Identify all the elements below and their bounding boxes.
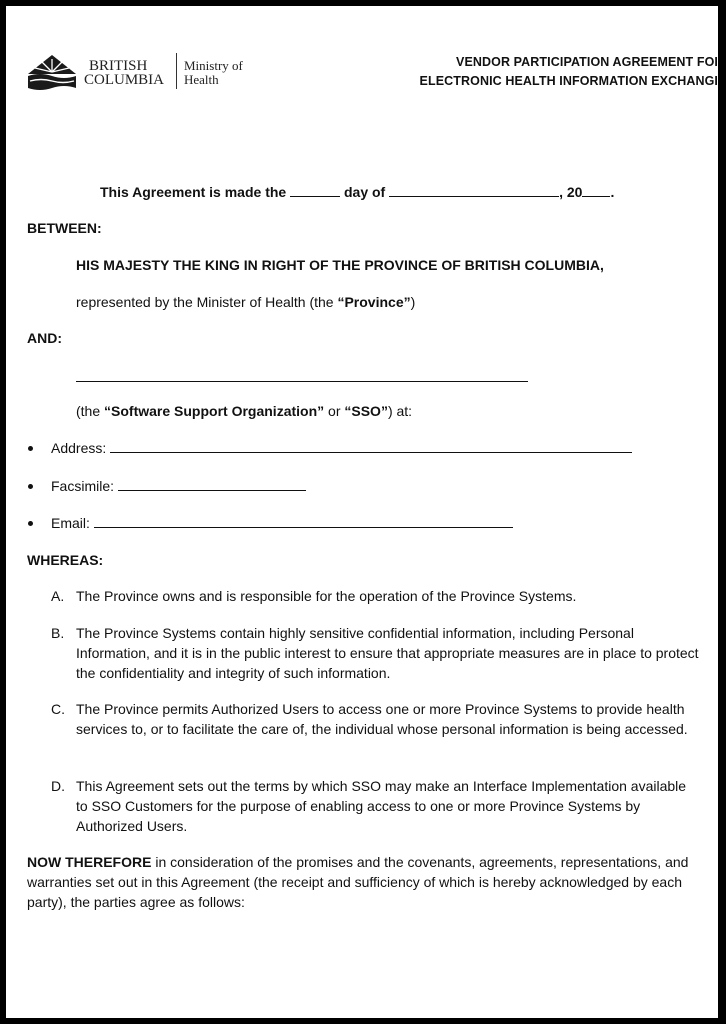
recital-text: The Province owns and is responsible for the operation of the Province Systems. bbox=[76, 588, 577, 604]
agreement-period: . bbox=[610, 184, 615, 200]
recital-text: The Province Systems contain highly sensitive confidential information, including Personal Information, and it is in the public interest to ensure that appropriate measures are in place to protect the confidentiality and integrity of such information. bbox=[76, 625, 699, 681]
sso-or: or bbox=[324, 403, 345, 419]
between-label: BETWEEN: bbox=[27, 220, 102, 236]
now-therefore-text: in consideration of the promises and the covenants, agreements, representations, and warranties set out in this Agreement (the receipt and sufficiency of which is hereby acknowledged by each party), the parties agree as follows: bbox=[27, 854, 689, 910]
and-label: AND: bbox=[27, 330, 62, 346]
ministry-line1: Ministry of bbox=[184, 58, 243, 73]
ministry-line2: Health bbox=[184, 72, 219, 87]
document-title-line1: VENDOR PARTICIPATION AGREEMENT FOI bbox=[456, 55, 718, 69]
sso-name-blank[interactable] bbox=[76, 381, 528, 382]
whereas-label: WHEREAS: bbox=[27, 552, 104, 568]
agreement-date-line bbox=[100, 182, 614, 202]
year-blank[interactable] bbox=[582, 182, 610, 197]
facsimile-blank[interactable] bbox=[118, 476, 306, 491]
rep-text: represented by the Minister of Health (the bbox=[76, 294, 338, 310]
recital-letter: D. bbox=[51, 778, 65, 794]
logo-line1: BRITISH bbox=[89, 58, 148, 74]
sso-open: (the bbox=[76, 403, 105, 419]
recital-letter: B. bbox=[51, 625, 65, 641]
party-province: HIS MAJESTY THE KING IN RIGHT OF THE PROVINCE OF BRITISH COLUMBIA, bbox=[76, 257, 604, 273]
address-blank[interactable] bbox=[110, 438, 632, 453]
sso-term-short: “SSO” bbox=[344, 403, 388, 419]
bullet-icon bbox=[28, 484, 33, 489]
recital-text: The Province permits Authorized Users to access one or more Province Systems to provide health services to, or to facilitate the care of, the individual whose personal information is being accessed. bbox=[76, 701, 688, 737]
email-blank[interactable] bbox=[94, 513, 513, 528]
sso-term-long: “Software Support Organization” bbox=[104, 403, 325, 419]
bullet-icon bbox=[28, 446, 33, 451]
sso-close: ) at: bbox=[387, 403, 413, 419]
document-title-line2: ELECTRONIC HEALTH INFORMATION EXCHANGI bbox=[419, 74, 718, 88]
agreement-year-text: , 20 bbox=[559, 184, 583, 200]
recital-text: This Agreement sets out the terms by which SSO may make an Interface Implementation available to SSO Customers for the purpose of enabling access to one or more Province Systems by Authorized Users. bbox=[76, 778, 687, 834]
logo-divider bbox=[176, 53, 177, 89]
email-label: Email: bbox=[51, 515, 90, 531]
recital-letter: A. bbox=[51, 588, 65, 604]
logo-line2: COLUMBIA bbox=[84, 72, 165, 88]
agreement-day-of-text: day of bbox=[343, 184, 386, 200]
now-therefore-bold: NOW THEREFORE bbox=[27, 854, 152, 870]
address-label: Address: bbox=[51, 440, 107, 456]
facsimile-label: Facsimile: bbox=[51, 478, 115, 494]
day-blank[interactable] bbox=[290, 182, 340, 197]
recital-letter: C. bbox=[51, 701, 65, 717]
province-term: “Province” bbox=[337, 294, 411, 310]
facsimile-row bbox=[51, 476, 306, 496]
agreement-made-text: This Agreement is made the bbox=[100, 184, 287, 200]
bullet-icon bbox=[28, 521, 33, 526]
address-row bbox=[51, 438, 632, 458]
month-blank[interactable] bbox=[389, 182, 559, 197]
email-row bbox=[51, 513, 513, 533]
rep-close: ) bbox=[410, 294, 416, 310]
bc-logo-icon bbox=[26, 52, 78, 90]
document-page bbox=[6, 6, 718, 1018]
now-therefore-paragraph bbox=[27, 852, 707, 912]
province-representation bbox=[76, 292, 415, 312]
sso-definition bbox=[76, 401, 412, 421]
